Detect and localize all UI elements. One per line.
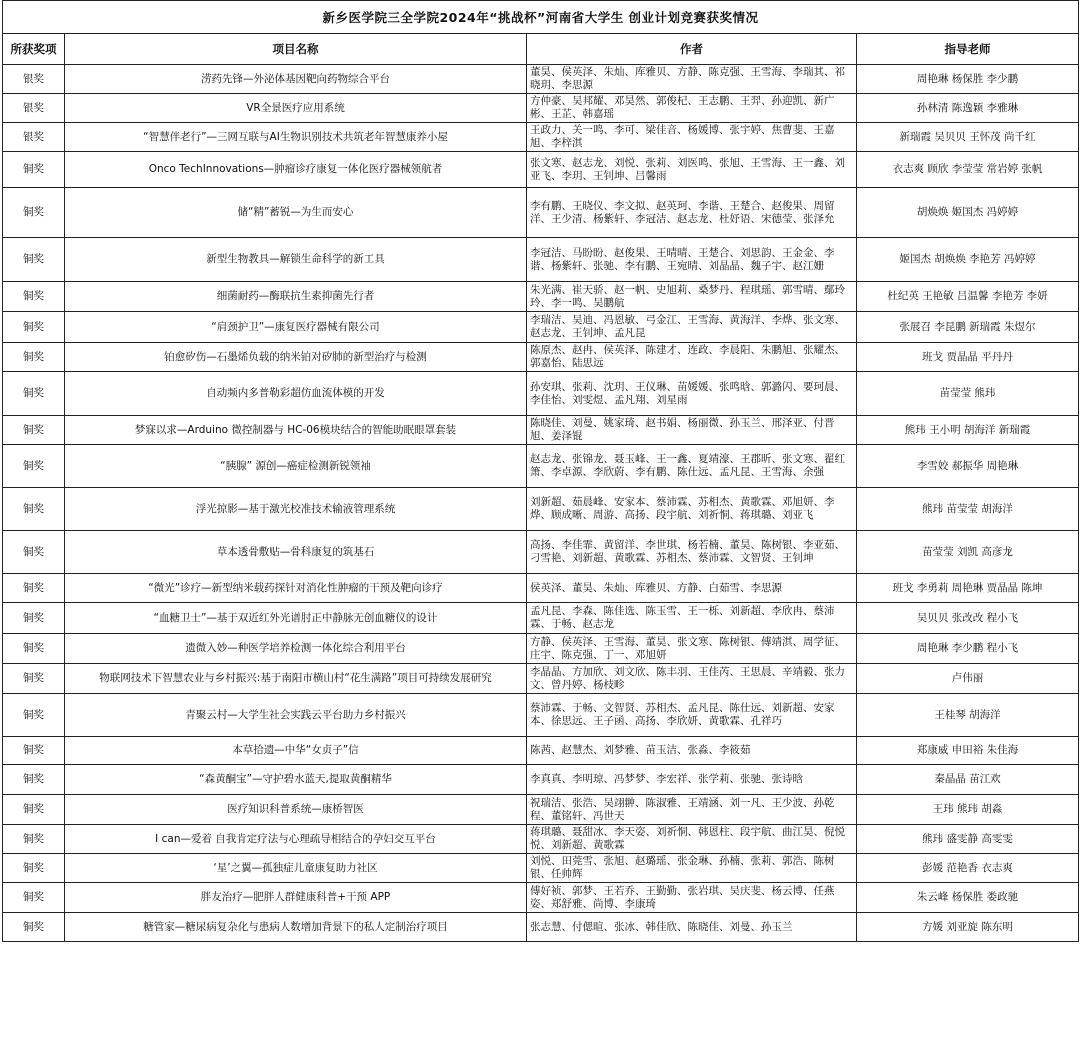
table-row [3,416,1079,445]
cell-award: 铜奖 [3,603,65,634]
cell-authors: 高扬、李佳霏、黄留洋、李世琪、杨若楠、董昊、陈树银、李亚茹、刁雪艳、刘新超、黄歌霖、苏相杰、蔡沛霖、文智贤、王钊坤 [527,531,857,574]
cell-advisors: 熊玮 苗莹莹 胡海洋 [857,488,1079,531]
title-row [3,1,1079,34]
cell-project: 胖友治疗—肥胖人群健康科普+干预 APP [65,883,527,913]
table-row [3,825,1079,854]
cell-project: 草本透骨敷贴—骨科康复的筑基石 [65,531,527,574]
cell-project: 本草拾遗—中华“女贞子”信 [65,737,527,765]
table-row [3,913,1079,942]
cell-project: “血糖卫士”—基于双近红外光谱肘正中静脉无创血糖仪的设计 [65,603,527,634]
cell-award: 铜奖 [3,416,65,445]
cell-authors: 孙安琪、张莉、沈玥、王仪琳、苗媛媛、张鸣晗、郭潞闪、要珂晨、李佳怡、刘雯煜、孟凡翔、刘星雨 [527,372,857,416]
cell-project: 遗微入妙—种医学培养检测一体化综合利用平台 [65,634,527,664]
cell-advisors: 张展召 李昆鹏 新瑞霞 朱煜尔 [857,312,1079,343]
cell-award: 铜奖 [3,312,65,343]
cell-advisors: 王桂琴 胡海洋 [857,694,1079,737]
cell-project: 细菌耐药—酶联抗生素抑菌先行者 [65,282,527,312]
cell-award: 铜奖 [3,765,65,795]
header-authors: 作者 [527,34,857,65]
table-row [3,634,1079,664]
cell-project: 铂愈矽伤—石墨烯负载的纳米铂对矽肺的新型治疗与检测 [65,343,527,372]
table-row [3,152,1079,188]
table-row [3,531,1079,574]
cell-authors: 陈晓佳、刘曼、姚家琦、赵书娟、杨丽微、孙玉兰、邢泽亚、付晋旭、姜泽锟 [527,416,857,445]
cell-award: 铜奖 [3,634,65,664]
cell-project: Onco TechInnovations—肿瘤诊疗康复一体化医疗器械领航者 [65,152,527,188]
cell-advisors: 方媛 刘亚旋 陈东明 [857,913,1079,942]
cell-project: “肩颈护卫”—康复医疗器械有限公司 [65,312,527,343]
cell-advisors: 李雪姣 郝振华 周艳琳 [857,445,1079,488]
cell-project: 涝药先锋—外泌体基因靶向药物综合平台 [65,65,527,94]
table-row [3,445,1079,488]
table-row [3,574,1079,603]
table-row [3,737,1079,765]
cell-authors: 蔡沛霖、于畅、文智贤、苏相杰、孟凡昆、陈仕远、刘新超、安家本、徐思远、王子函、高扬、李欣妍、黄歌霖、孔祥巧 [527,694,857,737]
cell-authors: 刘悦、田莞雪、张旭、赵璐瑶、张金琳、孙楠、张莉、郭浩、陈树银、任帅辉 [527,854,857,883]
table-row [3,488,1079,531]
cell-authors: 陈原杰、赵冉、侯英泽、陈建才、连政、李晨阳、朱鹏旭、张耀杰、郭嘉怡、陆思远 [527,343,857,372]
table-row [3,765,1079,795]
cell-project: 青聚云村—大学生社会实践云平台助力乡村振兴 [65,694,527,737]
cell-authors: 蒋琪璐、聂甜冰、李天姿、刘祈恫、韩恩柱、段宇航、曲江昊、倪悦悦、刘新超、黄歌霖 [527,825,857,854]
cell-award: 银奖 [3,65,65,94]
cell-authors: 刘新超、茹晨峰、安家本、蔡沛霖、苏相杰、黄歌霖、邓旭妍、李烨、顾成晰、周游、高扬、段宇航、刘祈恫、蒋琪璐、刘亚飞 [527,488,857,531]
cell-authors: 李晶晶、方加欣、刘文欣、陈丰羽、王佳芮、王思晨、辛靖毅、张力文、曾丹婷、杨枝畛 [527,664,857,694]
table-row [3,795,1079,825]
cell-authors: 朱光满、崔天骄、赵一帆、史旭莉、桑梦丹、程琪瑶、郭雪晴、鄢玲玲、李一鸣、吴鹏航 [527,282,857,312]
table-row [3,65,1079,94]
cell-advisors: 新瑞霞 吴贝贝 王怀茂 尚千红 [857,123,1079,152]
cell-authors: 祝瑞洁、张浩、吴翊翀、陈淑雅、王靖涵、刘一凡、王少波、孙乾程、董铭轩、冯世天 [527,795,857,825]
cell-authors: 董昊、侯英泽、朱灿、库雅贝、方静、陈克强、王雪海、李瑞其、祁晓玥、李思源 [527,65,857,94]
cell-project: 储“精”蓄锐—为生而安心 [65,188,527,238]
table-row [3,188,1079,238]
cell-advisors: 胡焕焕 姬国杰 冯婷婷 [857,188,1079,238]
cell-authors: 陈茜、赵慧杰、刘梦雅、苗玉洁、张淼、李筱茹 [527,737,857,765]
header-project: 项目名称 [65,34,527,65]
cell-award: 铜奖 [3,238,65,282]
cell-project: 浮光掠影—基于激光校准技术输液管理系统 [65,488,527,531]
cell-advisors: 彭媛 范艳香 衣志爽 [857,854,1079,883]
table-body [3,65,1079,942]
cell-authors: 李瑞洁、吴迪、冯恩敏、弓金江、王雪海、黄海洋、李烨、张文寒、赵志龙、王钊坤、孟凡昆 [527,312,857,343]
cell-award: 铜奖 [3,664,65,694]
cell-authors: 张文寒、赵志龙、刘悦、张莉、刘医鸣、张旭、王雪海、王一鑫、刘亚飞、李玥、王钊坤、吕馨雨 [527,152,857,188]
cell-award: 铜奖 [3,737,65,765]
cell-project: 自动频内多普勒彩超仿血流体模的开发 [65,372,527,416]
cell-award: 铜奖 [3,825,65,854]
cell-advisors: 吴贝贝 张改改 程小飞 [857,603,1079,634]
table-row [3,123,1079,152]
cell-advisors: 郑康威 申田裕 朱佳海 [857,737,1079,765]
cell-advisors: 周艳琳 李少鹏 程小飞 [857,634,1079,664]
table-row [3,694,1079,737]
table-row [3,343,1079,372]
cell-award: 铜奖 [3,282,65,312]
cell-authors: 李冠洁、马盼盼、赵俊果、王晴晴、王楚合、刘思韵、王金金、李谐、杨紫轩、张驰、李有鹏、王宛晴、刘晶晶、魏子宇、赵江姗 [527,238,857,282]
cell-authors: 王政力、关一鸣、李可、梁佳音、杨媛博、张宇婷、焦曹斐、王嘉旭、李梓淇 [527,123,857,152]
table-row [3,238,1079,282]
table-row [3,282,1079,312]
cell-advisors: 姬国杰 胡焕焕 李艳芳 冯婷婷 [857,238,1079,282]
award-table [2,0,1079,942]
cell-authors: 李真真、李明琼、冯梦梦、李宏祥、张学莉、张驰、张诗晗 [527,765,857,795]
cell-project: “森黄酮宝”—守护碧水蓝天,提取黄酮精华 [65,765,527,795]
cell-award: 铜奖 [3,854,65,883]
cell-project: 物联网技术下智慧农业与乡村振兴:基于南阳市横山村“花生满路”项目可持续发展研究 [65,664,527,694]
cell-authors: 侯英泽、董昊、朱灿、库雅贝、方静、白茹雪、李思源 [527,574,857,603]
cell-award: 铜奖 [3,883,65,913]
cell-advisors: 朱云峰 杨保胜 娄政驰 [857,883,1079,913]
cell-project: “胰腺” 源创—癌症检测新锐领袖 [65,445,527,488]
table-row [3,883,1079,913]
cell-advisors: 杜纪英 王艳敏 吕温馨 李艳芳 李妍 [857,282,1079,312]
cell-advisors: 熊玮 盛雯静 高雯雯 [857,825,1079,854]
table-row [3,94,1079,123]
table-row [3,664,1079,694]
cell-advisors: 秦晶晶 苗江欢 [857,765,1079,795]
cell-project: “微光”诊疗—新型纳米载药探针对消化性肿瘤的干预及靶向诊疗 [65,574,527,603]
table-row [3,372,1079,416]
header-advisors: 指导老师 [857,34,1079,65]
cell-advisors: 周艳琳 杨保胜 李少鹏 [857,65,1079,94]
cell-project: 糖管家—糖尿病复杂化与患病人数增加背景下的私人定制治疗项目 [65,913,527,942]
table-row [3,603,1079,634]
cell-advisors: 班戈 贾晶晶 平丹丹 [857,343,1079,372]
cell-advisors: 衣志爽 顾欣 李莹莹 常岩婷 张帆 [857,152,1079,188]
cell-award: 铜奖 [3,913,65,942]
cell-advisors: 卢伟丽 [857,664,1079,694]
cell-advisors: 熊玮 王小明 胡海洋 新瑞霞 [857,416,1079,445]
cell-award: 铜奖 [3,343,65,372]
page-title: 新乡医学院三全学院2024年“挑战杯”河南省大学生 创业计划竞赛获奖情况 [3,1,1079,34]
cell-authors: 李有鹏、王晓仪、李文拟、赵英珂、李谐、王楚合、赵俊果、周留洋、王少清、杨紫轩、李冠洁、赵志龙、杜妤语、宋德莹、张泽允 [527,188,857,238]
cell-advisors: 班戈 李勇莉 周艳琳 贾晶晶 陈坤 [857,574,1079,603]
cell-advisors: 孙林清 陈逸颖 李雅琳 [857,94,1079,123]
header-award: 所获奖项 [3,34,65,65]
table-row [3,854,1079,883]
cell-advisors: 苗莹莹 刘凯 高彦龙 [857,531,1079,574]
cell-authors: 方仲豪、吴邦耀、邓昊然、郭俊杞、王志鹏、王羿、孙迎凯、新广彬、王芷、韩嘉瑶 [527,94,857,123]
cell-project: “智慧伴老行”—三网互联与AI生物识别技术共筑老年智慧康养小屋 [65,123,527,152]
cell-authors: 方静、侯英泽、王雪海、董昊、张文寒、陈树银、傅靖淇、周学征、庄宇、陈克强、丁一、邓旭妍 [527,634,857,664]
cell-advisors: 苗莹莹 熊玮 [857,372,1079,416]
cell-project: 梦寐以求—Arduino 微控制器与 HC-06模块结合的智能助眠眼罩套装 [65,416,527,445]
cell-authors: 孟凡昆、李森、陈佳选、陈玉雪、王一栎、刘新超、李欣冉、蔡沛霖、于畅、赵志龙 [527,603,857,634]
cell-authors: 张志慧、付偲暄、张冰、韩佳欣、陈晓佳、刘曼、孙玉兰 [527,913,857,942]
cell-award: 铜奖 [3,531,65,574]
cell-award: 铜奖 [3,694,65,737]
cell-award: 铜奖 [3,152,65,188]
cell-award: 银奖 [3,94,65,123]
cell-authors: 傅好祯、郭梦、王若乔、王勤勤、张岩琪、吴庆斐、杨云博、任燕姿、郑舒雅、尚博、李康琦 [527,883,857,913]
cell-award: 铜奖 [3,795,65,825]
cell-award: 铜奖 [3,445,65,488]
cell-award: 铜奖 [3,188,65,238]
cell-project: VR全景医疗应用系统 [65,94,527,123]
cell-award: 铜奖 [3,372,65,416]
cell-project: I can—爱着 自我肯定疗法与心理疏导相结合的孕妇交互平台 [65,825,527,854]
cell-project: 新型生物教具—解锁生命科学的新工具 [65,238,527,282]
cell-project: 医疗知识科普系统—康桥智医 [65,795,527,825]
cell-authors: 赵志龙、张锦龙、聂玉峰、王一鑫、夏靖濠、王郡昕、张文寒、翟红箫、李卓源、李欣蔚、李有鹏、陈仕远、孟凡昆、王雪海、余强 [527,445,857,488]
cell-advisors: 王玮 熊玮 胡淼 [857,795,1079,825]
cell-award: 铜奖 [3,574,65,603]
table-row [3,312,1079,343]
header-row [3,34,1079,65]
cell-project: ‘星’之翼—孤独症儿童康复助力社区 [65,854,527,883]
cell-award: 铜奖 [3,488,65,531]
cell-award: 银奖 [3,123,65,152]
